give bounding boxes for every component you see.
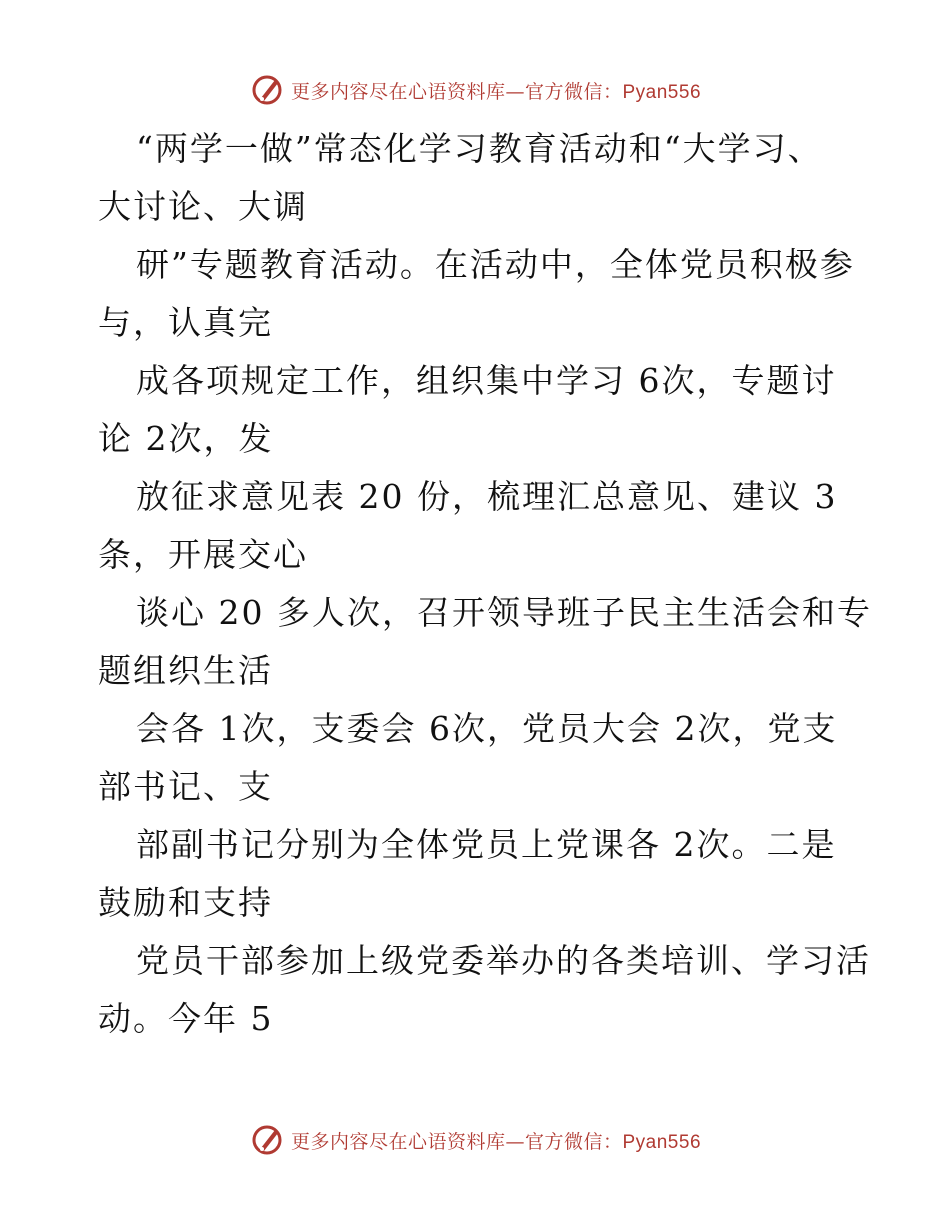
text-line: 条，开展交心 (98, 535, 308, 574)
text-line: 会各 1次，支委会 6次，党员大会 2次，党支 (136, 709, 838, 748)
header-banner (0, 70, 950, 110)
text-line: 题组织生活 (98, 651, 273, 690)
text-line: 党员干部参加上级党委举办的各类培训、学习活 (136, 941, 871, 980)
text-line: 成各项规定工作，组织集中学习 6次，专题讨 (136, 361, 837, 400)
text-line: 鼓励和支持 (98, 883, 273, 922)
banner-text: 更多内容尽在心语资料库—官方微信：Pyan556 (290, 80, 702, 103)
text-line: 动。今年 5 (98, 999, 274, 1038)
text-line: 谈心 20 多人次，召开领导班子民主生活会和专 (136, 593, 872, 632)
text-line: 部副书记分别为全体党员上党课各 2次。二是 (136, 825, 837, 864)
text-line: 研”专题教育活动。在活动中，全体党员积极参 (136, 245, 855, 284)
text-line: 部书记、支 (98, 767, 273, 806)
text-line: “两学一做”常态化学习教育活动和“大学习、 (136, 129, 823, 168)
footer-banner (0, 1120, 950, 1160)
pen-circle-icon (249, 72, 285, 108)
pen-circle-icon (249, 1122, 285, 1158)
text-line: 大讨论、大调 (98, 187, 308, 226)
text-line: 论 2次，发 (98, 419, 274, 458)
text-line: 与，认真完 (98, 303, 273, 342)
banner-text: 更多内容尽在心语资料库—官方微信：Pyan556 (290, 1130, 702, 1153)
document-body (98, 120, 878, 1048)
text-line: 放征求意见表 20 份，梳理汇总意见、建议 3 (136, 477, 838, 516)
